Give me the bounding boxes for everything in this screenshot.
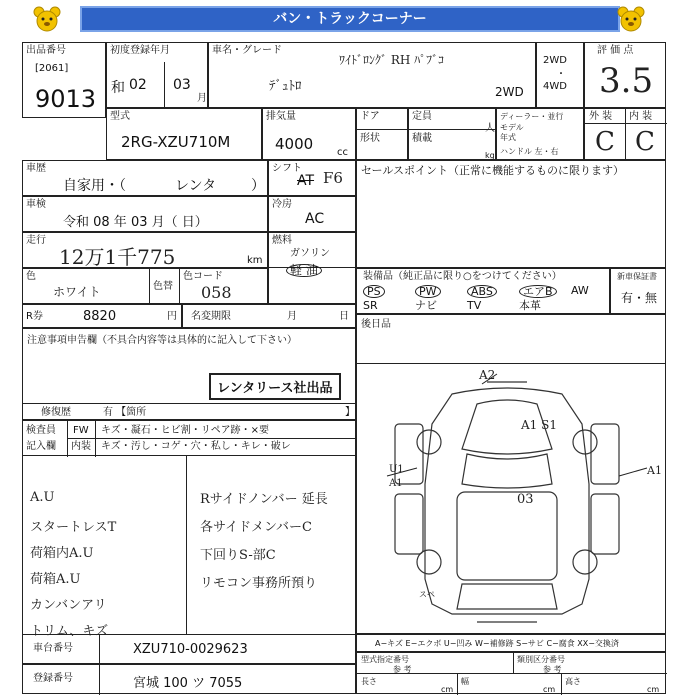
width-unit: cm	[543, 685, 556, 694]
dealer-line2: モデル	[500, 123, 524, 132]
load-label: 積載	[412, 133, 432, 144]
color-value: ホワイト	[53, 285, 101, 299]
equipment-box	[356, 268, 610, 314]
spec-boxes	[356, 652, 666, 694]
color-box	[22, 268, 268, 304]
history-value-close: ）	[251, 178, 265, 194]
bear-mascot-left-icon	[32, 6, 62, 32]
sales-point-label: セールスポイント（正常に機能するものに限ります）	[361, 164, 625, 177]
inspector-label2: 記入欄	[26, 441, 56, 452]
drive-box: 2WD ・ 4WD	[536, 42, 584, 108]
load-unit: kg	[485, 151, 495, 160]
ext-label: 外 装	[589, 111, 613, 122]
inspector-interior-text: キズ・汚し・コゲ・穴・私し・キレ・破レ	[101, 441, 291, 452]
chassis-value: XZU710-0029623	[133, 642, 248, 657]
displacement-value: 4000	[275, 135, 314, 153]
warranty-box	[610, 268, 666, 314]
history-value-rent: レンタ	[175, 178, 217, 194]
handwritten-note: 各サイドメンバーC	[200, 520, 312, 535]
handwritten-note: 荷箱A.U	[30, 572, 81, 587]
car-name-box	[208, 42, 536, 108]
aircon-label: 冷房	[272, 199, 292, 210]
meigi-day: 日	[339, 311, 349, 322]
sales-point-box	[356, 160, 666, 268]
recycle-label: R券	[26, 311, 43, 322]
history-value: 自家用・（	[63, 178, 126, 194]
inspector-fw-text: キズ・凝石・ヒビ割・リペア跡・×要	[101, 425, 269, 436]
capacity-label: 定員	[412, 111, 432, 122]
repair-value: 有 【箇所	[103, 407, 147, 418]
plate-value: 宮城 100 ツ 7055	[133, 676, 243, 691]
diagram-mark-top: A2	[479, 368, 496, 382]
score-value: 3.5	[599, 61, 654, 101]
score-box	[584, 42, 666, 108]
legend-box	[356, 634, 666, 652]
warranty-value: 有・無	[621, 291, 658, 305]
drive-2wd: 2WD	[543, 55, 567, 66]
diagram-mark-left1: U1	[389, 464, 404, 475]
displacement-label: 排気量	[266, 111, 296, 122]
plate-box	[22, 664, 356, 694]
diagram-mark-left2: A1	[389, 478, 403, 489]
fuel-label: 燃料	[272, 235, 292, 246]
color-code: 058	[201, 283, 232, 302]
meigi-box	[182, 304, 356, 328]
car-drive-note: 2WD	[495, 85, 524, 99]
handwritten-note: スタートレスT	[30, 520, 117, 535]
notes-box: 注意事項申告欄（不具合内容等は具体的に記入して下さい） レンタリース社出品 修復歴 有 【箇所 】	[22, 328, 356, 420]
first-reg-box	[106, 42, 208, 108]
door-label: ドア	[360, 111, 380, 122]
aircon-value: AC	[305, 211, 325, 227]
handwritten-note: 下回りS-部C	[200, 548, 276, 563]
handwritten-note: 荷箱内A.U	[30, 546, 94, 561]
model-label: 型式	[110, 111, 130, 122]
type-spec-label: 型式指定番号	[361, 655, 409, 664]
door-box	[356, 108, 408, 160]
shift-box	[268, 160, 356, 196]
fuel-diesel: 軽 油	[286, 264, 322, 277]
handwritten-note: Rサイドノンバー 延長	[200, 492, 328, 507]
dealer-line4: ハンドル 左・右	[500, 147, 559, 156]
drive-4wd: 4WD	[543, 81, 567, 92]
diagram-mark-center: 03	[517, 492, 534, 507]
shaken-box	[22, 196, 268, 232]
model-box	[106, 108, 262, 160]
int-label: 内 装	[629, 111, 653, 122]
bear-mascot-right-icon	[616, 6, 646, 32]
equipment-item: PW	[415, 285, 441, 298]
class-spec-ref: 参 考	[543, 665, 562, 674]
rear-seat-box	[356, 314, 666, 364]
fuel-gasoline: ガソリン	[290, 248, 330, 259]
meigi-label: 名変期限	[191, 311, 231, 322]
rear-seat-label: 後日品	[361, 319, 391, 330]
car-name-label: 車名・グレード	[212, 45, 282, 56]
displacement-box	[262, 108, 356, 160]
recycle-unit: 円	[167, 311, 177, 322]
chassis-box	[22, 634, 356, 664]
equipment-label: 装備品（純正品に限り○をつけてください）	[363, 271, 562, 282]
diagram-mark-right: A1	[647, 464, 662, 477]
mileage-value: 12万1千775	[59, 245, 176, 269]
recycle-value: 8820	[83, 309, 117, 324]
paint-label: 色替	[153, 281, 173, 292]
type-spec-ref: 参 考	[393, 665, 412, 674]
handwritten-note: A.U	[30, 490, 55, 505]
warranty-label: 新車保証書	[617, 272, 657, 281]
dealer-box	[496, 108, 584, 160]
width-label: 幅	[461, 677, 469, 686]
first-reg-era: 和	[111, 80, 125, 96]
handwritten-note: トリム、キズ	[30, 624, 109, 639]
plate-label: 登録番号	[33, 673, 73, 684]
first-reg-month: 03	[173, 77, 191, 93]
mileage-label: 走行	[26, 235, 46, 246]
shaken-label: 車検	[26, 199, 46, 210]
car-outline-diagram	[357, 364, 667, 634]
shape-label: 形状	[360, 133, 380, 144]
meigi-month: 月	[287, 311, 297, 322]
lot-number-box	[22, 42, 106, 118]
handwritten-note: カンバンアリ	[30, 598, 107, 613]
handwritten-note: リモコン事務所預り	[200, 576, 318, 591]
mileage-unit: km	[247, 255, 263, 266]
inspector-box	[22, 420, 356, 456]
capacity-unit: 人	[485, 123, 495, 134]
shaken-value: 令和 08 年 03 月（ 日）	[63, 215, 208, 230]
equipment-item: SR	[363, 299, 378, 312]
height-unit: cm	[647, 685, 660, 694]
shift-struck: AT	[297, 173, 315, 189]
color-label: 色	[26, 271, 36, 282]
chassis-label: 車台番号	[33, 643, 73, 654]
equipment-item: ナビ	[415, 299, 437, 312]
car-grade: ﾜｲﾄﾞﾛﾝｸﾞ RH ﾊﾟﾌﾞｺ	[339, 53, 445, 67]
mileage-box	[22, 232, 268, 268]
shift-label: シフト	[272, 163, 302, 174]
inspector-fw-label: FW	[73, 425, 89, 436]
lot-label: 出品番号	[26, 45, 66, 56]
model-value: 2RG-XZU710M	[121, 133, 231, 151]
first-reg-month-unit: 月	[197, 93, 207, 104]
history-box	[22, 160, 268, 196]
score-label: 評 価 点	[597, 45, 634, 56]
displacement-unit: cc	[337, 147, 348, 158]
notes-label: 注意事項申告欄（不具合内容等は具体的に記入して下さい）	[27, 335, 297, 346]
diagram-mark-hood: A1 S1	[521, 418, 557, 432]
class-spec-label: 類別区分番号	[517, 655, 565, 664]
ext-grade: C	[595, 127, 615, 157]
dealer-line1: ディーラー・並行	[500, 112, 564, 121]
lot-sub: [2061]	[35, 63, 69, 74]
length-label: 長さ	[361, 677, 377, 686]
page-title: バン・トラックコーナー	[80, 6, 620, 32]
length-unit: cm	[441, 685, 454, 694]
recycle-box	[22, 304, 182, 328]
first-reg-year: 02	[129, 77, 147, 93]
color-code-label: 色コード	[183, 271, 223, 282]
capacity-box	[408, 108, 496, 160]
equipment-item: AW	[571, 284, 589, 297]
aircon-box	[268, 196, 356, 232]
car-name: ﾃﾞｭﾄﾛ	[269, 79, 302, 94]
height-label: 高さ	[565, 677, 581, 686]
equipment-item: エアB	[519, 285, 557, 298]
legend-text: A−キズ E−エクボ U−凹み W−補修跡 S−サビ C−腐食 XX−交換済	[375, 639, 619, 648]
diagram-mark-bottom: スペ	[419, 590, 435, 599]
car-diagram-area	[356, 364, 666, 634]
dealer-line3: 年式	[500, 133, 516, 142]
first-reg-label: 初度登録年月	[110, 45, 170, 56]
rental-stamp: レンタリース社出品	[209, 373, 341, 400]
repair-label: 修復歴	[41, 407, 71, 418]
inspector-interior-label: 内装	[71, 441, 91, 452]
shift-value: F6	[323, 169, 343, 187]
equipment-item: PS	[363, 285, 385, 298]
equipment-item: 本革	[519, 299, 541, 312]
history-label: 車歴	[26, 163, 46, 174]
equipment-item: ABS	[467, 285, 497, 298]
lot-number: 9013	[35, 85, 97, 113]
ext-int-box	[584, 108, 666, 160]
int-grade: C	[635, 127, 655, 157]
equipment-item: TV	[467, 299, 482, 312]
inspector-label1: 検査員	[26, 425, 56, 436]
